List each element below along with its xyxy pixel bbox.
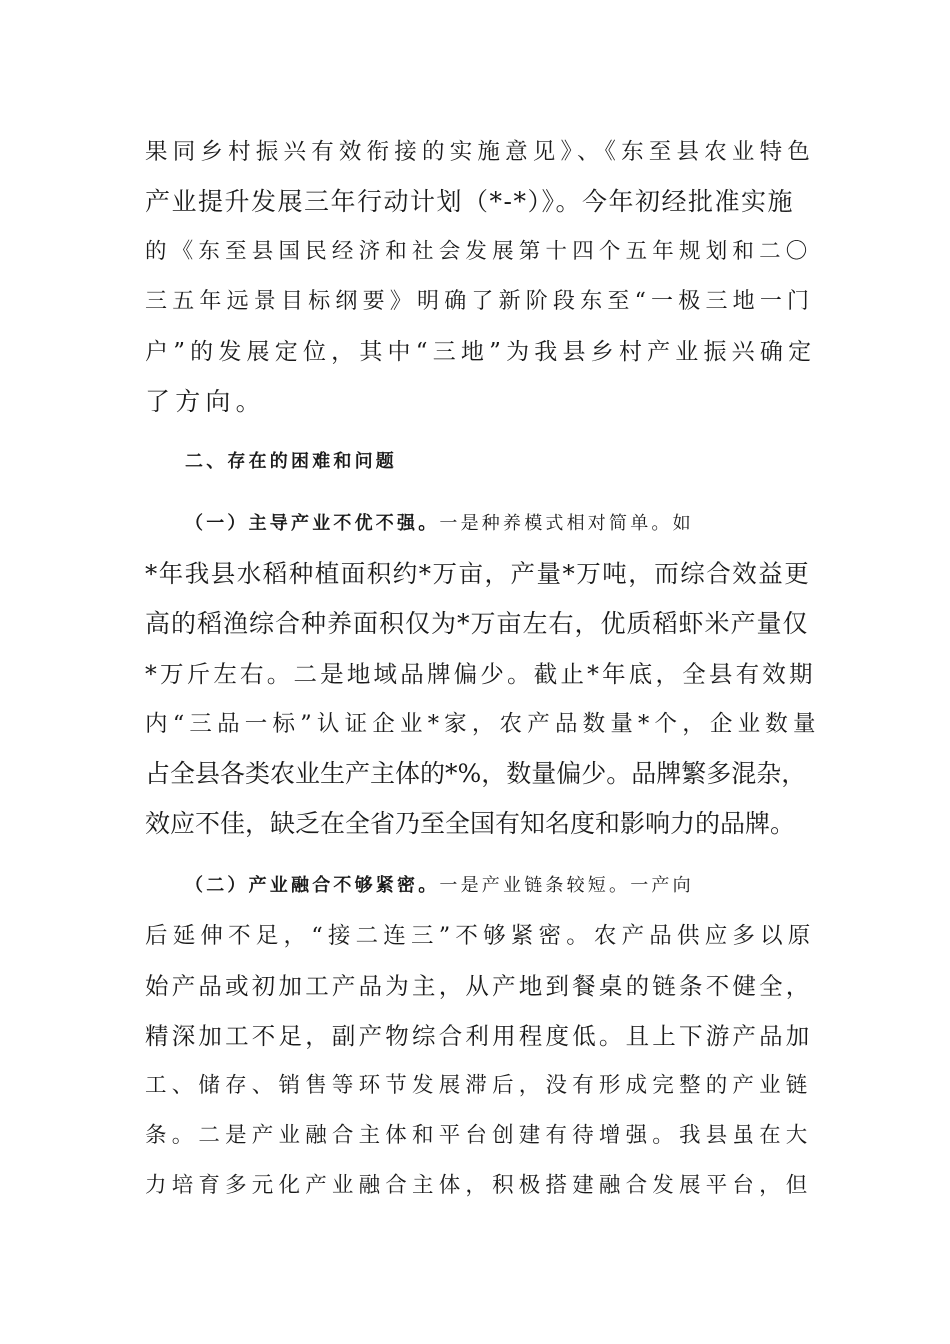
text-line-14 <box>145 799 815 849</box>
text-line-18 <box>145 1011 815 1061</box>
text-line-16 <box>145 911 815 961</box>
heading-text: 二、存在的困难和问题 <box>185 451 397 472</box>
text-line-12 <box>145 699 821 749</box>
line-text: 内“三品一标”认证企业*家，农产品数量*个，企业数量 <box>145 711 821 737</box>
text-line-10 <box>145 599 815 649</box>
line-text: 始产品或初加工产品为主，从产地到餐桌的链条不健全， <box>145 972 813 1000</box>
line-text: 力培育多元化产业融合主体，积极搭建融合发展平台，但 <box>145 1173 813 1198</box>
line-text: 产业提升发展三年行动计划（*-*）》。今年初经批准实施 <box>145 187 794 216</box>
text-line-6 <box>145 377 815 427</box>
line-text: 效应不佳，缺乏在全省乃至全国有知名度和影响力的品牌。 <box>145 809 796 838</box>
line-text: 条。二是产业融合主体和平台创建有待增强。我县虽在大 <box>145 1123 813 1148</box>
text-line-20 <box>145 1111 815 1161</box>
text-line-13 <box>145 749 815 799</box>
line-text: 的《东至县国民经济和社会发展第十四个五年规划和二〇 <box>145 239 813 264</box>
text-line-4 <box>145 277 815 327</box>
line-text: 了方向。 <box>145 387 266 416</box>
text-line-5 <box>145 327 815 377</box>
text-line-3 <box>145 227 815 277</box>
line-text: 户”的发展定位，其中“三地”为我县乡村产业振兴确定 <box>145 339 817 365</box>
line-text: *万斤左右。二是地域品牌偏少。截止*年底，全县有效期 <box>145 660 816 688</box>
line-text: 占全县各类农业生产主体的*%，数量偏少。品牌繁多混杂， <box>145 759 807 788</box>
text-line-1 <box>145 127 815 177</box>
line-text: 工、储存、销售等环节发展滞后，没有形成完整的产业链 <box>145 1073 813 1098</box>
subheading-text: （一）主导产业不优不强。 <box>185 513 440 534</box>
section-heading <box>145 437 855 487</box>
line-text: *年我县水稻种植面积约*万亩，产量*万吨，而综合效益更 <box>145 559 811 588</box>
text-line-2 <box>145 177 815 227</box>
subsection-line-1 <box>145 499 855 549</box>
text-line-17 <box>145 961 815 1011</box>
line-text: 高的稻渔综合种养面积仅为*万亩左右，优质稻虾米产量仅 <box>145 609 809 638</box>
line-text: 后延伸不足，“接二连三”不够紧密。农产品供应多以原 <box>145 923 816 949</box>
line-text: 三五年远景目标纲要》明确了新阶段东至“一极三地一门 <box>145 289 815 314</box>
text-line-11 <box>145 649 815 699</box>
subsection-line-2 <box>145 861 855 911</box>
text-line-9 <box>145 549 815 599</box>
subheading-text: （二）产业融合不够紧密。 <box>185 875 440 896</box>
line-continuation: 一是产业链条较短。一产向 <box>439 875 694 896</box>
line-text: 果同乡村振兴有效衔接的实施意见》、《东至县农业特色 <box>145 139 816 165</box>
line-continuation: 一是种养模式相对简单。如 <box>439 513 694 534</box>
line-text: 精深加工不足，副产物综合利用程度低。且上下游产品加 <box>145 1022 813 1050</box>
text-line-21 <box>145 1161 815 1211</box>
text-line-19 <box>145 1061 815 1111</box>
